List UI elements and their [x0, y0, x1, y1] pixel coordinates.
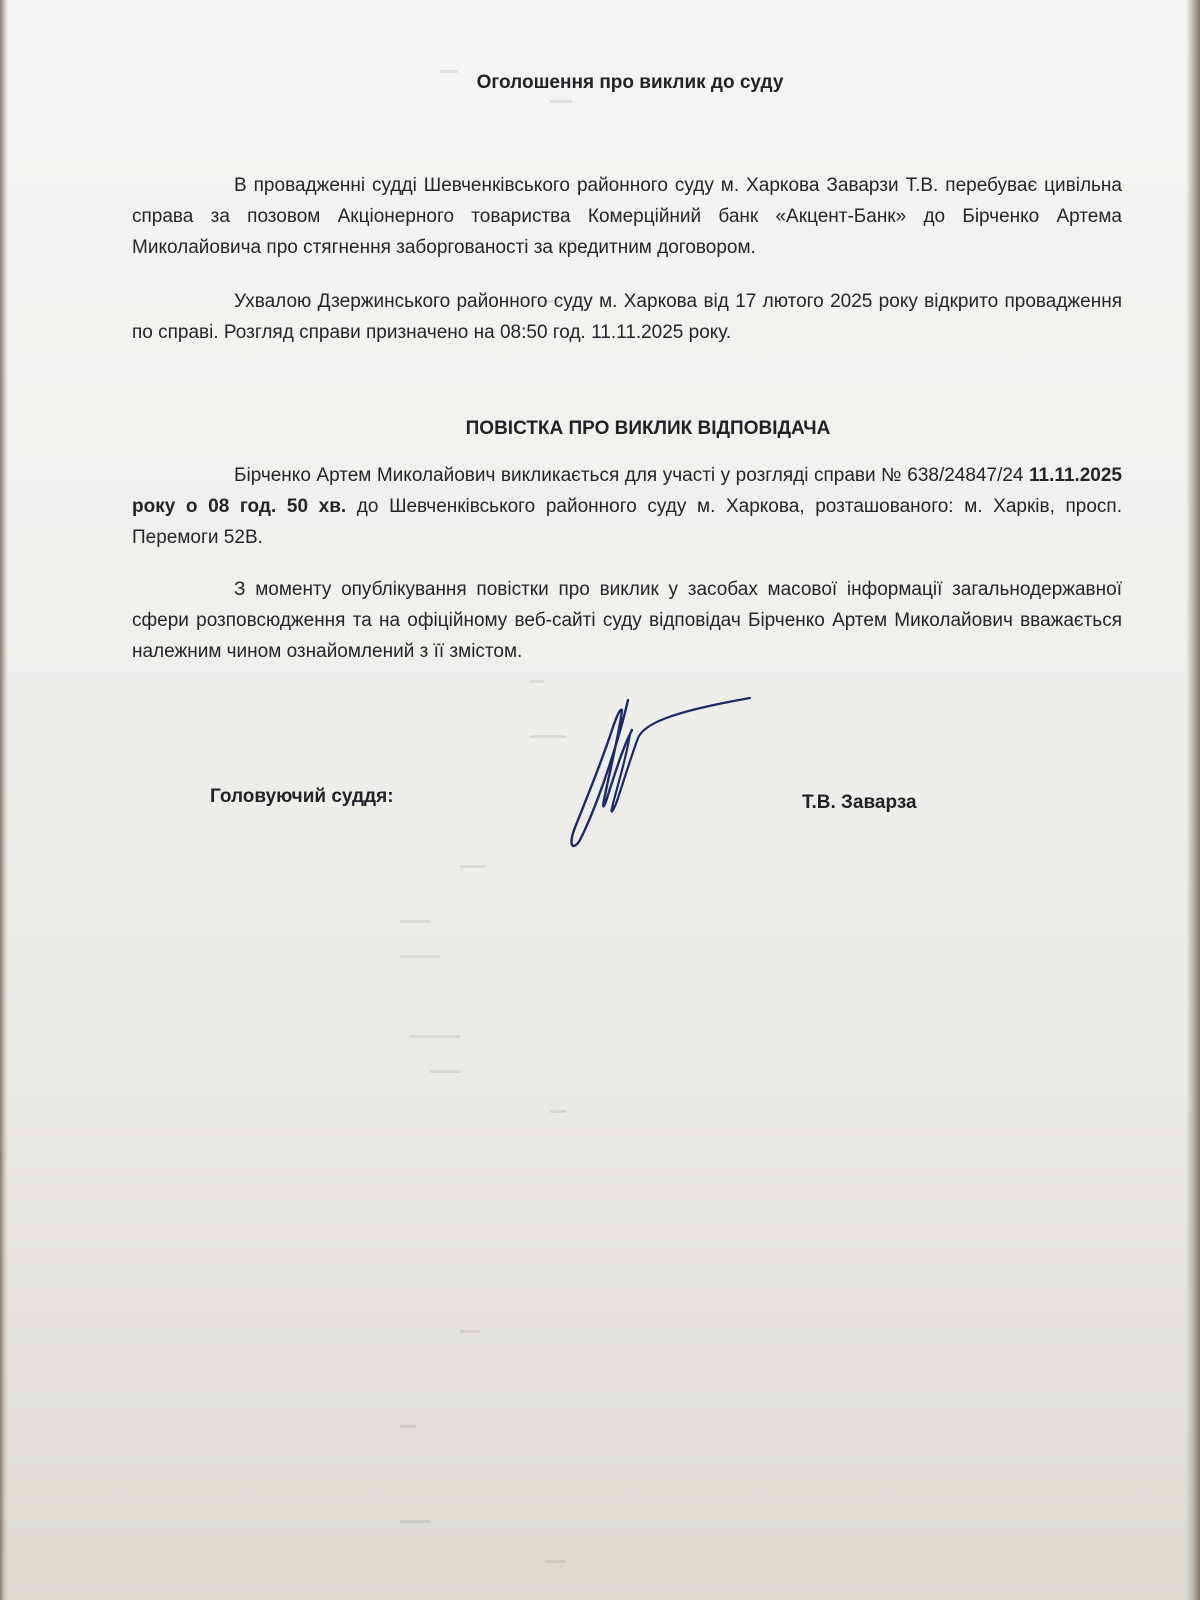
paper-left-edge	[0, 0, 8, 1600]
paragraph-case-description: В провадженні судді Шевченківського районного суду м. Харкова Заварзи Т.В. перебуває цивільна справа за позовом Акціонерного товариства Комерційний банк «Акцент-Банк» до Бірченко Артема Миколайовича про стягнення заборгованості за кредитним договором.	[132, 175, 1122, 258]
hearing-datetime: 11.11.2025 року о 08 год. 50 хв.	[132, 465, 1122, 517]
handwritten-signature	[560, 690, 770, 860]
paragraph-notice: З моменту опублікування повістки про виклик у засобах масової інформації загальнодержавної сфери розповсюдження та на офіційному веб-сайті суду відповідач Бірченко Артем Миколайович вважається належним чином ознайомлений з її змістом.	[132, 579, 1122, 662]
paper-right-edge	[1186, 0, 1200, 1600]
paragraph-summons	[132, 460, 1122, 553]
signatory-name: Т.В. Заварза	[802, 792, 917, 813]
document-heading: Оголошення про виклик до суду	[476, 72, 784, 93]
summons-text-end: до Шевченківського районного суду м. Харкова, розташованого: м. Харків, просп. Перемоги 52В.	[132, 496, 1122, 548]
summons-text-start: Бірченко Артем Миколайович викликається для участі у розгляді справи № 638/24847/24	[234, 465, 1029, 486]
summons-heading: ПОВІСТКА ПРО ВИКЛИК ВІДПОВІДАЧА	[465, 418, 831, 439]
signature-label: Головуючий суддя:	[210, 786, 394, 807]
paragraph-ruling: Ухвалою Дзержинського районного суду м. Харкова від 17 лютого 2025 року відкрито провадження по справі. Розгляд справи призначено на 08:50 год. 11.11.2025 року.	[132, 291, 1122, 343]
